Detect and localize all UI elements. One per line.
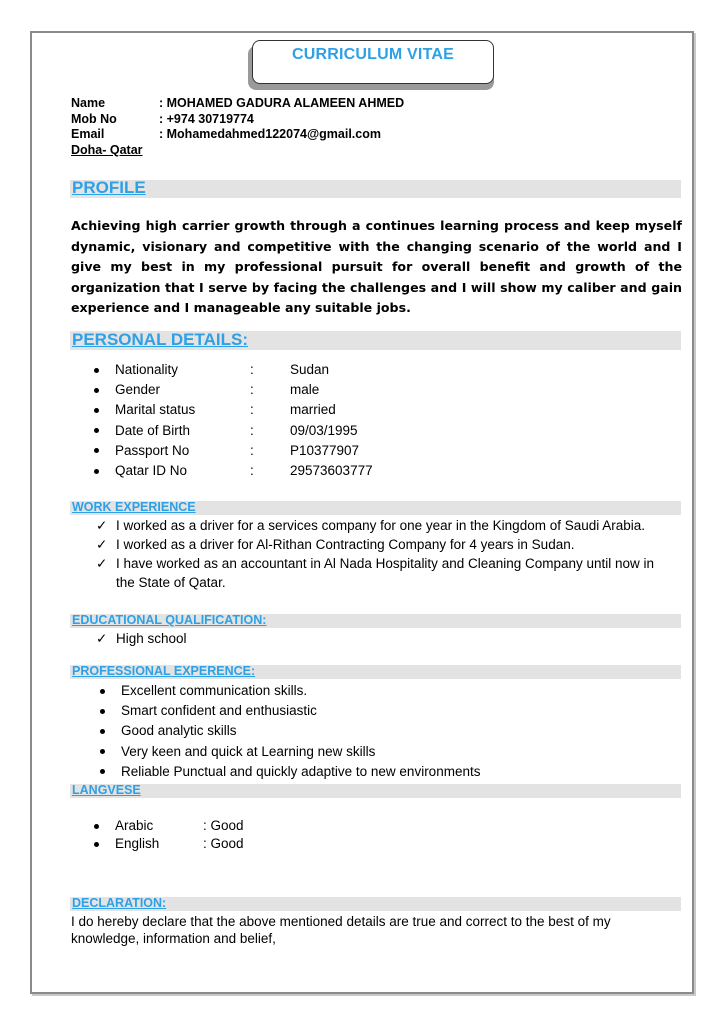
list-item xyxy=(100,721,480,741)
detail-separator: : xyxy=(250,422,254,438)
list-item xyxy=(94,380,373,400)
work-heading: WORK EXPERIENCE xyxy=(72,500,196,514)
mob-value: : +974 30719774 xyxy=(159,111,254,126)
detail-separator: : xyxy=(250,382,254,398)
detail-value: Sudan xyxy=(290,362,330,377)
detail-value: 29573603777 xyxy=(290,463,373,479)
bullet-icon xyxy=(100,749,105,754)
check-icon: ✓ xyxy=(96,556,108,571)
skill-text: Smart confident and enthusiastic xyxy=(121,703,317,719)
detail-value: married xyxy=(290,402,336,418)
list-item xyxy=(96,535,656,554)
list-item xyxy=(96,629,656,648)
profile-heading: PROFILE xyxy=(72,178,146,197)
detail-value: P10377907 xyxy=(290,442,360,458)
bullet-icon xyxy=(100,689,105,694)
skill-text: Excellent communication skills. xyxy=(121,683,308,698)
detail-label: Gender xyxy=(115,382,161,398)
bullet-icon xyxy=(100,709,105,714)
bullet-icon xyxy=(94,469,99,474)
check-icon: ✓ xyxy=(96,631,108,646)
personal-details-list xyxy=(94,360,373,481)
detail-separator: : xyxy=(250,442,254,458)
bullet-icon xyxy=(100,769,105,774)
detail-label: Nationality xyxy=(115,362,179,377)
skill-text: Reliable Punctual and quickly adaptive to new environments xyxy=(121,763,481,779)
check-icon: ✓ xyxy=(96,537,108,552)
document-title: CURRICULUM VITAE xyxy=(291,46,454,63)
mob-label: Mob No xyxy=(71,111,117,126)
detail-label: Marital status xyxy=(115,402,196,418)
education-list xyxy=(96,629,656,648)
bullet-icon xyxy=(94,842,99,847)
list-item xyxy=(100,701,480,721)
personal-heading: PERSONAL DETAILS: xyxy=(72,330,248,349)
detail-value: 09/03/1995 xyxy=(290,422,358,438)
languages-heading: LANGVESE xyxy=(72,783,141,797)
bullet-icon xyxy=(94,448,99,453)
list-item xyxy=(94,835,244,853)
bullet-icon xyxy=(94,428,99,433)
location: Doha- Qatar xyxy=(71,142,143,157)
name-label: Name xyxy=(71,96,106,110)
detail-label: Date of Birth xyxy=(115,422,191,438)
detail-separator: : xyxy=(250,463,254,479)
list-item xyxy=(94,400,373,420)
bullet-icon xyxy=(94,408,99,413)
language-level: : Good xyxy=(203,836,244,851)
work-item-text: I worked as a driver for Al-Rithan Contracting Company for 4 years in Sudan. xyxy=(116,537,575,552)
language-name: Arabic xyxy=(115,818,154,833)
declaration-text: I do hereby declare that the above mentioned details are true and correct to the best of my knowledge, information and belief, xyxy=(71,914,611,946)
education-item-text: High school xyxy=(116,631,187,646)
languages-list xyxy=(94,817,244,853)
declaration-heading: DECLARATION: xyxy=(72,896,167,910)
list-item xyxy=(96,554,656,592)
detail-separator: : xyxy=(250,362,254,377)
email-label: Email xyxy=(71,127,105,141)
detail-label: Qatar ID No xyxy=(115,463,188,479)
list-item xyxy=(100,681,480,701)
profile-section-bar xyxy=(70,180,681,198)
list-item xyxy=(94,441,373,461)
contact-block xyxy=(71,96,404,158)
bullet-icon xyxy=(94,368,99,373)
skill-text: Very keen and quick at Learning new skills xyxy=(121,743,376,759)
list-item xyxy=(94,817,244,835)
list-item xyxy=(94,421,373,441)
bullet-icon xyxy=(100,729,105,734)
skill-text: Good analytic skills xyxy=(121,723,237,739)
language-name: English xyxy=(115,836,160,851)
email-value: : Mohamedahmed122074@gmail.com xyxy=(159,127,381,141)
check-icon: ✓ xyxy=(96,518,108,533)
detail-value: male xyxy=(290,382,320,398)
languages-section-bar xyxy=(70,784,681,798)
profile-text: Achieving high carrier growth through a continues learning process and keep myself dynamic, visionary and competitive with the changing scenario of the world and I give my best in my professional pursuit for overall benefit and growth of the organization that I serve by facing the challenges and I will show my caliber and gain experience and I manageable any suitable jobs. xyxy=(71,218,682,316)
professional-heading: PROFESSIONAL EXPERENCE: xyxy=(72,664,256,678)
name-value: : MOHAMED GADURA ALAMEEN AHMED xyxy=(159,96,405,110)
work-experience-list xyxy=(96,516,656,592)
detail-separator: : xyxy=(250,402,254,418)
work-item-text: I worked as a driver for a services company for one year in the Kingdom of Saudi Arabia. xyxy=(116,518,646,533)
education-heading: EDUCATIONAL QUALIFICATION: xyxy=(72,613,267,627)
professional-skills-list xyxy=(100,681,480,782)
detail-label: Passport No xyxy=(115,442,190,458)
title-box xyxy=(252,40,494,84)
list-item xyxy=(96,516,656,535)
list-item xyxy=(94,461,373,481)
language-level: : Good xyxy=(203,818,244,833)
bullet-icon xyxy=(94,824,99,829)
work-item-text: I have worked as an accountant in Al Nada Hospitality and Cleaning Company until now in the State of Qatar. xyxy=(116,556,655,590)
list-item xyxy=(94,360,373,380)
list-item xyxy=(100,762,480,782)
list-item xyxy=(100,742,480,762)
bullet-icon xyxy=(94,388,99,393)
